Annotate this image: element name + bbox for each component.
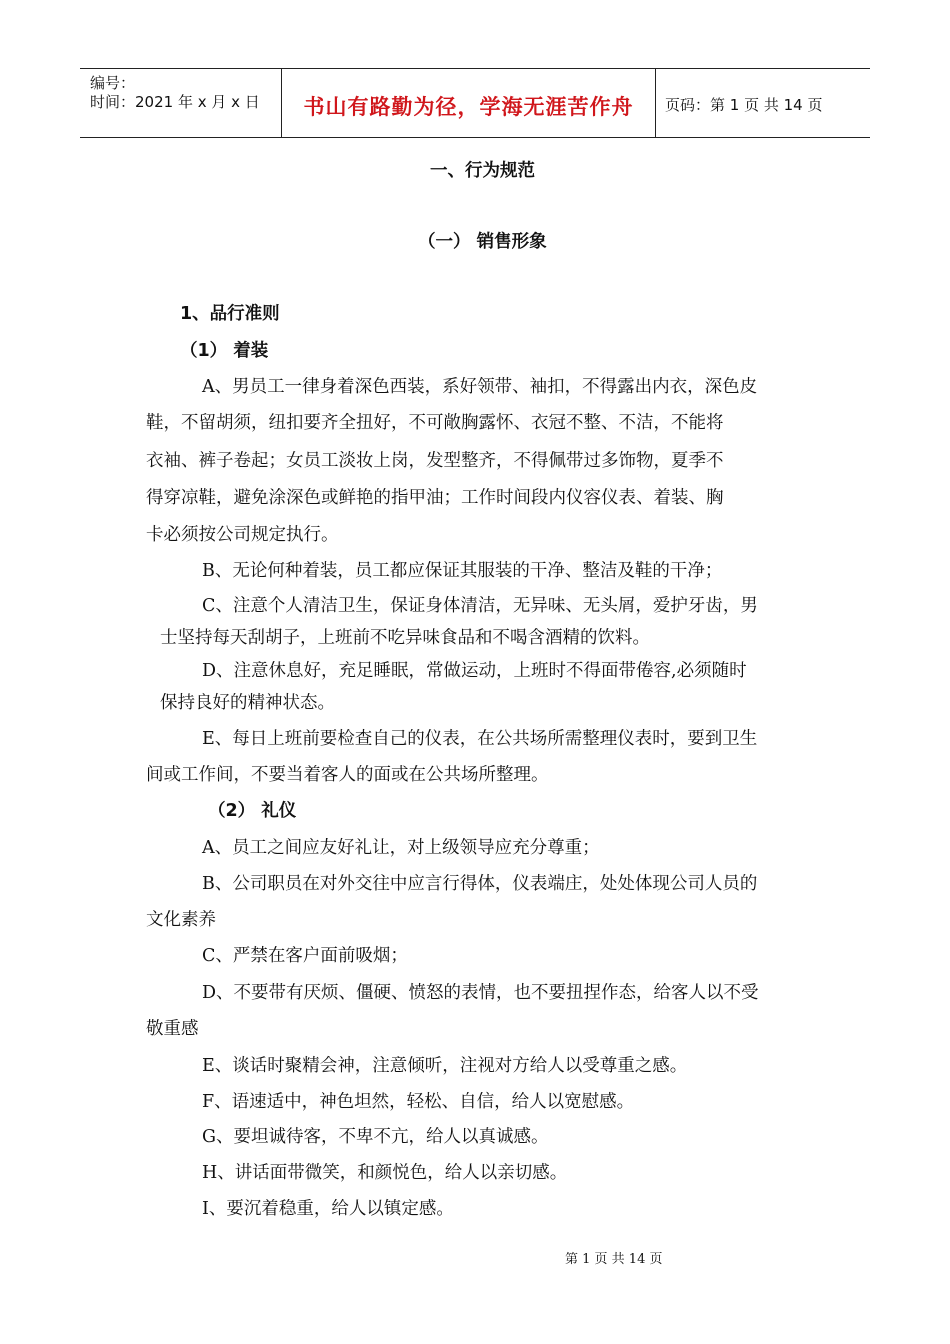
paragraph-line: D、注意休息好，充足睡眠，常做运动，上班时不得面带倦容,必须随时 [202, 661, 747, 681]
header-page-cell [655, 69, 870, 137]
paragraph-line: 敬重感 [146, 1019, 199, 1039]
paragraph-line: 士坚持每天刮胡子，上班前不吃异味食品和不喝含酒精的饮料。 [160, 628, 650, 648]
paragraph-line: 卡必须按公司规定执行。 [146, 525, 339, 545]
paragraph-line: F、语速适中，神色坦然，轻松、自信，给人以宽慰感。 [202, 1092, 635, 1112]
paragraph-line: 鞋，不留胡须，纽扣要齐全扭好，不可敞胸露怀、衣冠不整、不洁，不能将 [146, 413, 724, 433]
paragraph-line: 文化素养 [146, 910, 216, 930]
item1-heading: （1） 着装 [180, 341, 269, 361]
item2-heading: （2） 礼仪 [208, 801, 297, 821]
paragraph-line: H、讲话面带微笑，和颜悦色，给人以亲切感。 [202, 1163, 568, 1183]
header-number: 编号： [90, 74, 136, 92]
paragraph-line: C、严禁在客户面前吸烟； [202, 946, 408, 966]
paragraph-line: B、公司职员在对外交往中应言行得体，仪表端庄，处处体现公司人员的 [202, 874, 758, 894]
paragraph-line: 间或工作间，不要当着客人的面或在公共场所整理。 [146, 765, 549, 785]
paragraph-line: 衣袖、裤子卷起；女员工淡妆上岗，发型整齐，不得佩带过多饰物，夏季不 [146, 451, 724, 471]
header-motto: 书山有路勤为径，学海无涯苦作舟 [303, 95, 634, 119]
paragraph-line: C、注意个人清洁卫生，保证身体清洁，无异味、无头屑，爱护牙齿，男 [202, 596, 758, 616]
paragraph-line: G、要坦诚待客，不卑不亢，给人以真诚感。 [202, 1127, 549, 1147]
header-info-cell [80, 69, 281, 137]
paragraph-line: 得穿凉鞋，避免涂深色或鲜艳的指甲油；工作时间段内仪容仪表、着装、胸 [146, 488, 724, 508]
header-time: 时间：2021 年 x 月 x 日 [90, 93, 260, 111]
paragraph-line: D、不要带有厌烦、僵硬、愤怒的表情，也不要扭捏作态，给客人以不受 [202, 983, 759, 1003]
paragraph-line: E、每日上班前要检查自己的仪表，在公共场所需整理仪表时，要到卫生 [202, 729, 758, 749]
paragraph-line: A、男员工一律身着深色西装，系好领带、袖扣，不得露出内衣，深色皮 [202, 377, 758, 397]
paragraph-line: I、要沉着稳重，给人以镇定感。 [202, 1199, 454, 1219]
subsection-heading: 1、品行准则 [180, 304, 280, 324]
paragraph-line: E、谈话时聚精会神，注意倾听，注视对方给人以受尊重之感。 [202, 1056, 688, 1076]
page-header [80, 68, 870, 138]
page-footer: 第 1 页 共 14 页 [565, 1252, 663, 1267]
header-page-info: 页码：第 1 页 共 14 页 [665, 96, 823, 114]
paragraph-line: 保持良好的精神状态。 [160, 693, 335, 713]
paragraph-line: A、员工之间应友好礼让，对上级领导应充分尊重； [202, 838, 600, 858]
header-motto-cell [281, 69, 656, 137]
section-heading: （一） 销售形象 [418, 232, 547, 252]
paragraph-line: B、无论何种着装，员工都应保证其服装的干净、整洁及鞋的干净； [202, 561, 723, 581]
doc-title: 一、行为规范 [430, 161, 535, 181]
